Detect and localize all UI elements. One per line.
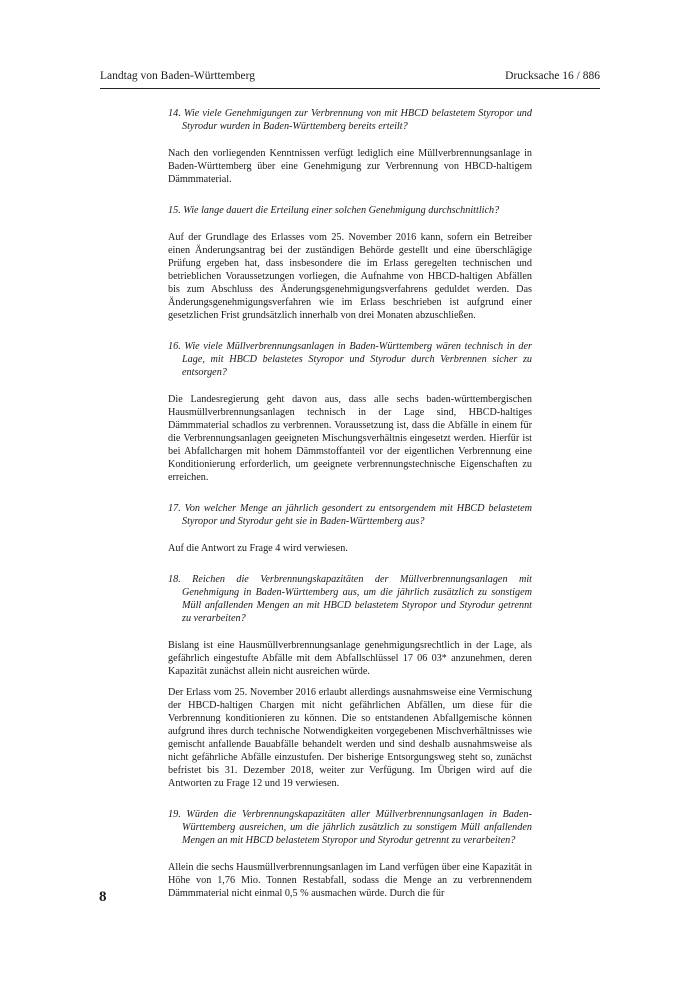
- question-17: 17. Von welcher Menge an jährlich gesondert zu entsorgendem mit HBCD belastetem Styropor und Styrodur geht sie in Baden-Württemberg aus?: [168, 503, 532, 527]
- header-parliament: Landtag von Baden-Württemberg: [100, 70, 255, 82]
- answer-15: Auf der Grundlage des Erlasses vom 25. November 2016 kann, sofern ein Betreiber einen Änderungsantrag bei der zuständigen Behörde gestellt und eine überschlägige Prüfung ergeben hat, dass insbesondere die im Erlass geregelten technischen und betrieblichen Voraussetzungen vorliegen, die Aufnahme von HBCD-haltigen Abfällen bis zum Abschluss des Änderungsgenehmigungsverfahrens geduldet werden. Das Änderungsgenehmigungsverfahren wie im Erlass beschrieben ist aufgrund einer gesetzlichen Frist grundsätzlich innerhalb von drei Monaten abzuschließen.: [168, 232, 532, 321]
- answer-19: Allein die sechs Hausmüllverbrennungsanlagen im Land verfügen über eine Kapazität in Höhe von 1,76 Mio. Tonnen Restabfall, sodass die Menge an zu verbrennendem Dämmmaterial nicht einmal 0,5 % ausmachen würde. Durch die für: [168, 862, 532, 899]
- question-16: 16. Wie viele Müllverbrennungsanlagen in Baden-Württemberg wären technisch in der Lage, mit HBCD belastetes Styropor und Styrodur durch Verbrennen sicher zu entsorgen?: [168, 341, 532, 378]
- page-body: [168, 107, 532, 900]
- question-19: 19. Würden die Verbrennungskapazitäten aller Müllverbrennungsanlagen in Baden-Württemberg ausreichen, um die jährlich zusätzlich zu sonstigem Müll anfallenden Mengen an mit HBCD belastetem Styropor und Styrodur getrennt zu verarbeiten?: [168, 809, 532, 846]
- running-header: [100, 70, 600, 89]
- answer-17: Auf die Antwort zu Frage 4 wird verwiesen.: [168, 543, 348, 554]
- header-document-number: Drucksache 16 / 886: [505, 70, 600, 82]
- answer-18-paragraph-2: Der Erlass vom 25. November 2016 erlaubt allerdings ausnahmsweise eine Vermischung der HBCD-haltigen Chargen mit nicht gefährlichen Abfällen, um diese für die Verbrennung konditionieren zu können. Die so entstandenen Abfallgemische können aufgrund ihres durch technische Notwendigkeiten vorgegebenen Mischverhältnisses wie gemischt anfallende Bauabfälle behandelt werden und sind deshalb ausnahmsweise als nicht gefährliche Abfälle einzustufen. Der bisherige Entsorgungsweg steht so, zunächst befristet bis 31. Dezember 2018, weiter zur Verfügung. Im Übrigen wird auf die Antworten zu Frage 12 und 19 verwiesen.: [168, 687, 532, 789]
- question-18: 18. Reichen die Verbrennungskapazitäten der Müllverbrennungsanlagen mit Genehmigung in Baden-Württemberg aus, um die jährlich zusätzlich zu sonstigem Müll anfallenden Mengen an mit HBCD belastetem Styropor und Styrodur getrennt zu verarbeiten?: [168, 574, 532, 624]
- answer-16: Die Landesregierung geht davon aus, dass alle sechs baden-württembergischen Hausmüllverbrennungsanlagen technisch in der Lage sind, HBCD-haltiges Dämmmaterial schadlos zu verbrennen. Voraussetzung ist, dass die Abfälle in einem für die Verbrennungsanlagen geeigneten Mischungsverhältnis eingesetzt werden. Hierfür ist bei Abfallchargen mit hohem Dämmstoffanteil vor der eigentlichen Verbrennung eine Konditionierung erforderlich, um geeignete verbrennungstechnische Eigenschaften zu erreichen.: [168, 394, 532, 483]
- answer-14: Nach den vorliegenden Kenntnissen verfügt lediglich eine Müllverbrennungsanlage in Baden-Württemberg über eine Genehmigung zur Verbrennung von HBCD-haltigem Dämmmaterial.: [168, 148, 532, 185]
- question-15: 15. Wie lange dauert die Erteilung einer solchen Genehmigung durchschnittlich?: [168, 205, 500, 216]
- page-number: 8: [99, 889, 107, 905]
- answer-18-paragraph-1: Bislang ist eine Hausmüllverbrennungsanlage genehmigungsrechtlich in der Lage, als gefährlich eingestufte Abfälle mit dem Abfallschlüssel 17 06 03* anzunehmen, deren Kapazität zunächst allein nicht ausreichen würde.: [168, 640, 532, 677]
- question-14: 14. Wie viele Genehmigungen zur Verbrennung von mit HBCD belastetem Styropor und Styrodur wurden in Baden-Württemberg bereits erteilt?: [168, 108, 532, 132]
